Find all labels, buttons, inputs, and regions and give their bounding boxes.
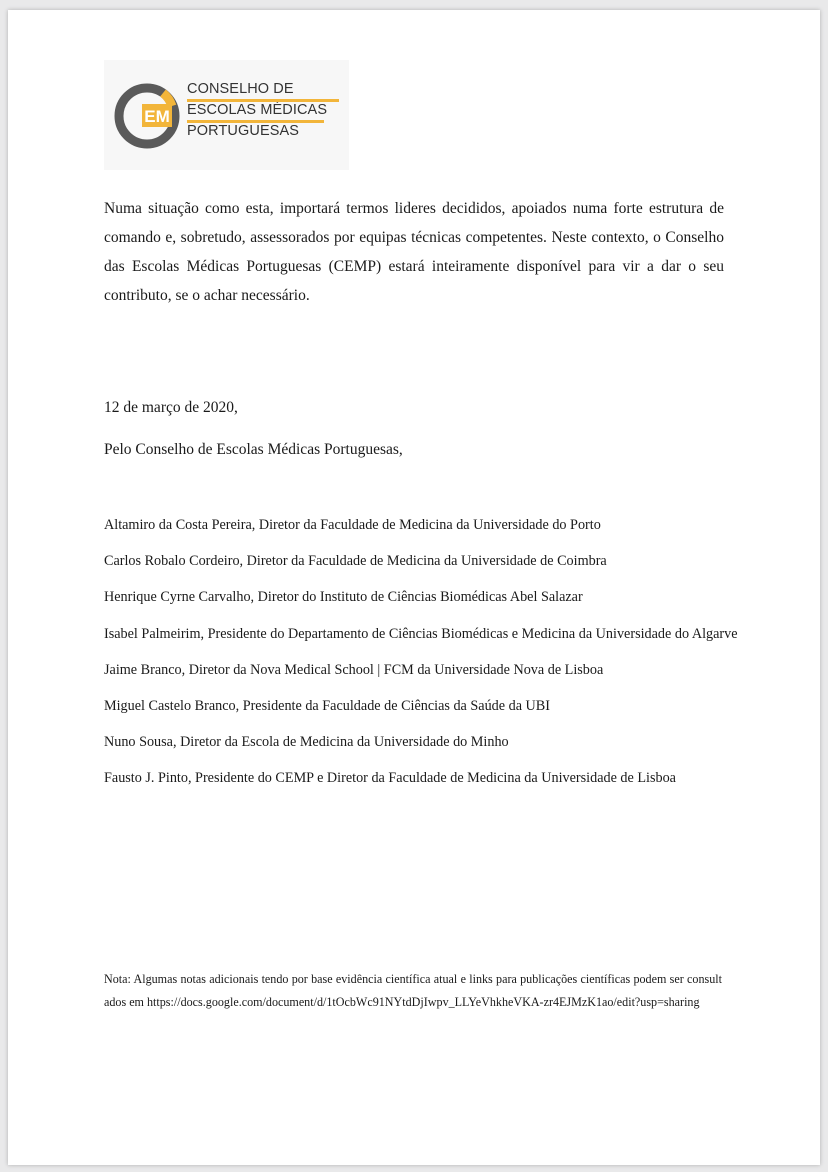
logo-line-3: PORTUGUESAS (187, 123, 300, 139)
signatory: Fausto J. Pinto, Presidente do CEMP e Diretor da Faculdade de Medicina da Universidade de Lisboa (104, 770, 676, 787)
letter-closing: Pelo Conselho de Escolas Médicas Portuguesas, (104, 441, 403, 458)
signatory: Jaime Branco, Diretor da Nova Medical School | FCM da Universidade Nova de Lisboa (104, 661, 604, 678)
logo-rule (187, 120, 324, 123)
svg-text:EM: EM (144, 107, 170, 126)
signatory: Nuno Sousa, Diretor da Escola de Medicina da Universidade do Minho (104, 734, 509, 751)
cemp-logo (104, 60, 349, 170)
signatory: Carlos Robalo Cordeiro, Diretor da Faculdade de Medicina da Universidade de Coimbra (104, 553, 607, 570)
signatory: Isabel Palmeirim, Presidente do Departamento de Ciências Biomédicas e Medicina da Universidade do Algarve (104, 625, 738, 642)
signatory: Miguel Castelo Branco, Presidente da Faculdade de Ciências da Saúde da UBI (104, 697, 550, 714)
footnote: Nota: Algumas notas adicionais tendo por base evidência científica atual e links para publicações científicas podem ser consultados em https://docs.google.com/document/d/1tOcbWc91NYtdDjIwpv_LLYeVhkheVKA-zr4EJMzK1ao/edit?usp=sharing (104, 972, 722, 1009)
cemp-emblem-icon (104, 60, 188, 170)
signatory: Altamiro da Costa Pereira, Diretor da Faculdade de Medicina da Universidade do Porto (104, 517, 601, 533)
signatory: Henrique Cyrne Carvalho, Diretor do Instituto de Ciências Biomédicas Abel Salazar (104, 589, 583, 606)
letter-date: 12 de março de 2020, (104, 399, 238, 416)
signatory-list (104, 516, 738, 806)
document-page (8, 10, 820, 1165)
logo-wordmark (187, 79, 327, 142)
logo-line-2: ESCOLAS MÉDICAS (187, 102, 328, 118)
logo-rule (187, 99, 339, 102)
body-paragraph: Numa situação como esta, importará termos lideres decididos, apoiados numa forte estrutura de comando e, sobretudo, assessorados por equipas técnicas competentes. Neste contexto, o Conselho das Escolas Médicas Portuguesas (CEMP) estará inteiramente disponível para vir a dar o seu contributo, se o achar necessário. (104, 200, 724, 304)
logo-line-1: CONSELHO DE (187, 81, 294, 97)
